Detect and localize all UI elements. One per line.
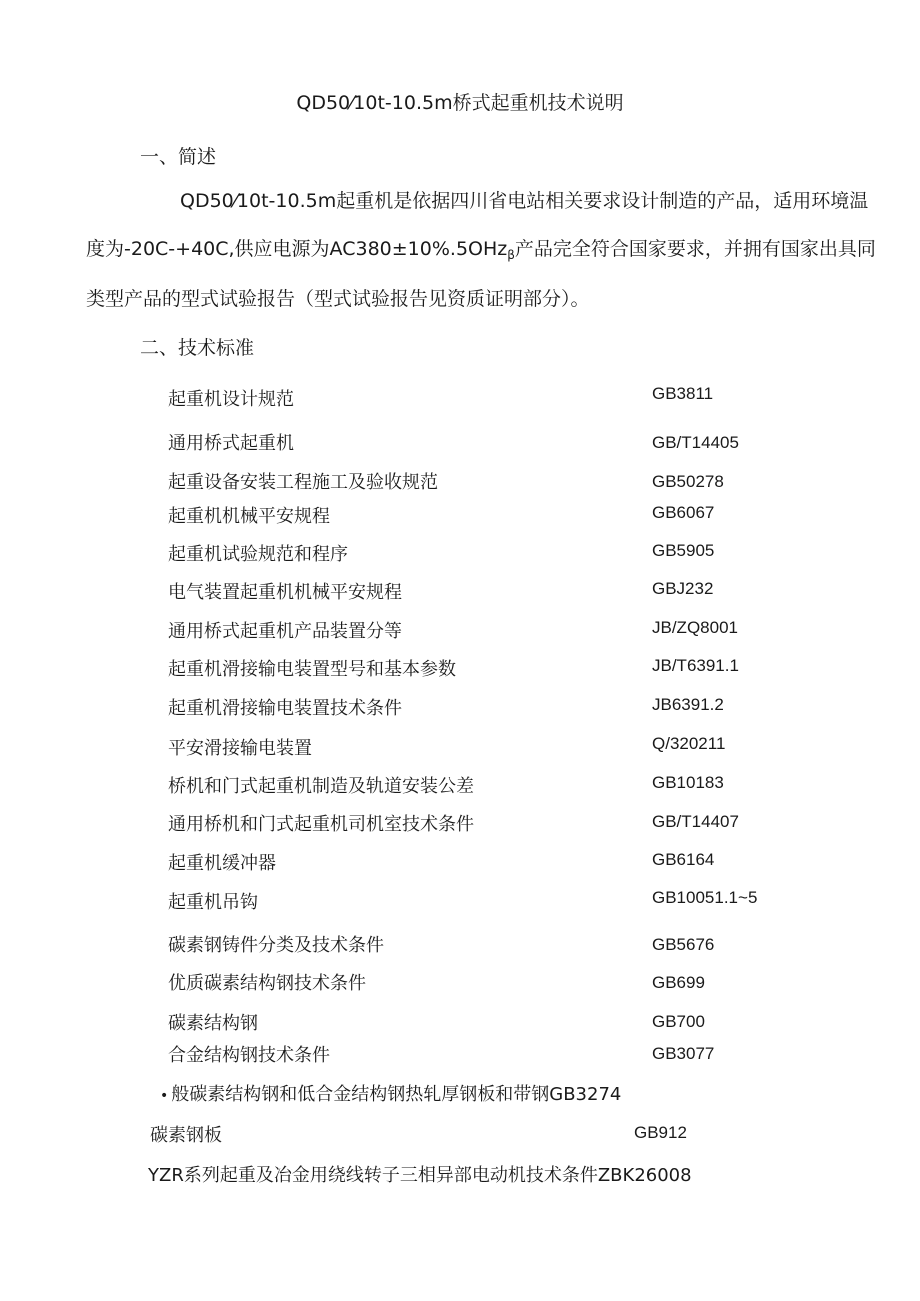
standard-code: GB6067 — [652, 503, 715, 522]
standard-code: GB/T14405 — [652, 433, 739, 452]
standard-name: 起重机机械平安规程 — [168, 506, 330, 527]
standard-code: GB699 — [652, 973, 705, 992]
standard-code: GB3811 — [652, 384, 714, 403]
standard-name: 碳素钢板 — [150, 1125, 222, 1146]
standard-name: 起重机缓冲器 — [168, 853, 276, 874]
intro-line-3: 类型产品的型式试验报告（型式试验报告见资质证明部分）。 — [86, 288, 590, 310]
standard-name: 起重设备安装工程施工及验收规范 — [168, 472, 438, 493]
standard-code: GB3077 — [652, 1044, 715, 1063]
standard-line-zbk26008: YZR系列起重及冶金用绕线转子三相异部电动机技术条件ZBK26008 — [148, 1165, 692, 1186]
intro-line-1: QD50⁄10t-10.5m起重机是依据四川省电站相关要求设计制造的产品，适用环境温 — [180, 190, 869, 212]
standard-code: JB/T6391.1 — [652, 656, 739, 675]
standard-code: GB5905 — [652, 541, 715, 560]
standard-name: 通用桥式起重机 — [168, 433, 294, 454]
standard-code: GB6164 — [652, 850, 715, 869]
standard-code: Q/320211 — [652, 734, 726, 753]
standard-name: 优质碳素结构钢技术条件 — [168, 973, 366, 994]
intro-line-2-a: 度为-20C-+40C,供应电源为AC380±10%.5OHz — [86, 238, 508, 260]
standard-name: 碳素结构钢 — [168, 1013, 258, 1034]
intro-line-2-b: 产品完全符合国家要求，并拥有国家出具同 — [514, 238, 876, 260]
standard-line-gb3274 — [160, 1080, 621, 1106]
standard-code: GB912 — [634, 1123, 687, 1142]
standard-name: 起重机设计规范 — [168, 389, 294, 410]
document-title: QD50⁄10t-10.5m桥式起重机技术说明 — [296, 92, 624, 114]
standard-name: 合金结构钢技术条件 — [168, 1045, 330, 1066]
standard-name: 通用桥机和门式起重机司机室技术条件 — [168, 814, 474, 835]
standard-code: GB5676 — [652, 935, 715, 954]
standard-name: 碳素钢铸件分类及技术条件 — [168, 935, 384, 956]
standard-name: 起重机滑接输电装置型号和基本参数 — [168, 659, 456, 680]
standard-code: GB50278 — [652, 472, 724, 491]
intro-line-2 — [86, 234, 876, 262]
intro-subscript: β — [507, 248, 515, 262]
standard-code: GB/T14407 — [652, 812, 739, 831]
standard-name: 起重机吊钩 — [168, 892, 258, 913]
standard-code: GBJ232 — [652, 579, 714, 598]
section2-heading: 二、技术标准 — [140, 337, 255, 359]
bullet-icon: • — [160, 1088, 169, 1104]
standard-name: 桥机和门式起重机制造及轨道安装公差 — [168, 776, 474, 797]
section1-heading: 一、简述 — [140, 146, 217, 168]
standard-name: 起重机滑接输电装置技术条件 — [168, 698, 402, 719]
standard-name: 通用桥式起重机产品装置分等 — [168, 621, 402, 642]
standard-code: GB700 — [652, 1012, 705, 1031]
standard-code: JB6391.2 — [652, 695, 724, 714]
standard-code: GB10051.1~5 — [652, 888, 758, 907]
standard-name: 起重机试验规范和程序 — [168, 544, 348, 565]
standard-line-text: 般碳素结构钢和低合金结构钢热轧厚钢板和带钢GB3274 — [171, 1084, 622, 1105]
standard-code: GB10183 — [652, 773, 724, 792]
standard-name: 电气装置起重机机械平安规程 — [168, 582, 402, 603]
standard-code: JB/ZQ8001 — [652, 618, 738, 637]
standard-name: 平安滑接输电装置 — [168, 738, 312, 759]
